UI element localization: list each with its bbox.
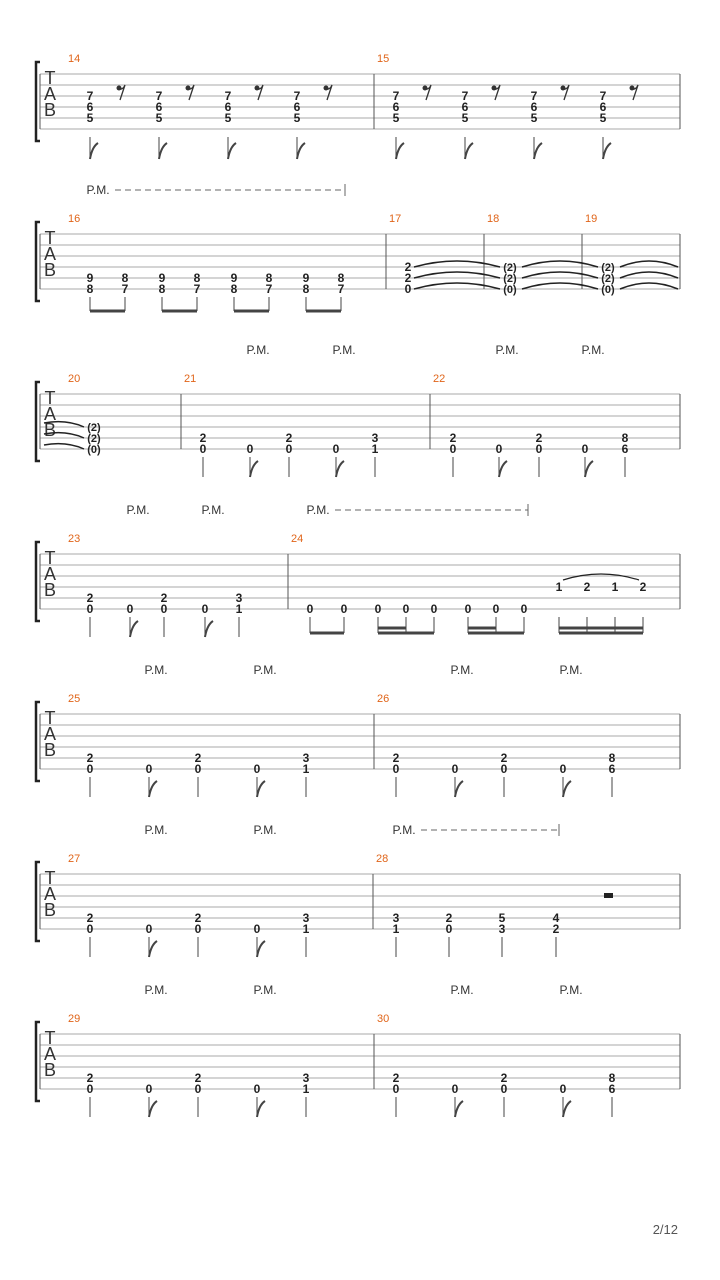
tie bbox=[414, 283, 500, 289]
page-number: 2/12 bbox=[652, 1222, 678, 1237]
fret-number: 2 bbox=[535, 431, 543, 445]
tab-clef-letter: T bbox=[44, 708, 56, 728]
fret-number: 2 bbox=[86, 1071, 94, 1085]
fret-number: 7 bbox=[265, 282, 273, 296]
fret-number: 6 bbox=[155, 100, 163, 114]
fret-number: 2 bbox=[500, 1071, 508, 1085]
fret-number: 0 bbox=[451, 1082, 459, 1096]
tab-clef-letter: A bbox=[43, 564, 57, 584]
fret-number: 0 bbox=[520, 602, 528, 616]
fret-number: 0 bbox=[306, 602, 314, 616]
fret-number: 7 bbox=[121, 282, 129, 296]
measure-number: 29 bbox=[68, 1013, 81, 1025]
tab-clef-letter: B bbox=[43, 900, 57, 920]
tie bbox=[620, 283, 678, 289]
measure-number: 21 bbox=[184, 373, 197, 385]
note-flag bbox=[205, 621, 213, 637]
fret-number: 0 bbox=[194, 762, 202, 776]
palm-mute-label: P.M. bbox=[144, 663, 168, 677]
measure-number: 18 bbox=[487, 213, 500, 225]
note-flag bbox=[563, 1101, 571, 1117]
fret-number: 5 bbox=[392, 111, 400, 125]
palm-mute-label: P.M. bbox=[253, 823, 277, 837]
fret-number: (2) bbox=[87, 422, 101, 434]
fret-number: 6 bbox=[599, 100, 607, 114]
fret-number: 0 bbox=[194, 922, 202, 936]
fret-number: 0 bbox=[374, 602, 382, 616]
fret-number: 4 bbox=[552, 911, 560, 925]
fret-number: 2 bbox=[445, 911, 453, 925]
fret-number: 0 bbox=[404, 282, 412, 296]
fret-number: 0 bbox=[246, 442, 254, 456]
fret-number: 0 bbox=[253, 762, 261, 776]
fret-number: 2 bbox=[552, 922, 560, 936]
fret-number: 0 bbox=[332, 442, 340, 456]
tab-clef-letter: B bbox=[43, 260, 57, 280]
fret-number: 1 bbox=[302, 1082, 310, 1096]
palm-mute-label: P.M. bbox=[86, 183, 110, 197]
note-flag bbox=[228, 143, 236, 159]
fret-number: 7 bbox=[599, 89, 607, 103]
note-flag bbox=[563, 781, 571, 797]
fret-number: 0 bbox=[145, 1082, 153, 1096]
fret-number: (0) bbox=[601, 284, 615, 296]
fret-number: 0 bbox=[392, 1082, 400, 1096]
fret-number: 1 bbox=[555, 580, 563, 594]
note-flag bbox=[90, 143, 98, 159]
tie bbox=[414, 272, 500, 278]
fret-number: 6 bbox=[392, 100, 400, 114]
fret-number: 8 bbox=[337, 271, 345, 285]
fret-number: 2 bbox=[194, 1071, 202, 1085]
fret-number: 0 bbox=[145, 922, 153, 936]
note-flag bbox=[257, 941, 265, 957]
system-bracket bbox=[36, 222, 40, 301]
note-flag bbox=[130, 621, 138, 637]
tab-clef-letter: A bbox=[43, 724, 57, 744]
note-flag bbox=[257, 1101, 265, 1117]
fret-number: 5 bbox=[599, 111, 607, 125]
palm-mute-label: P.M. bbox=[253, 663, 277, 677]
fret-number: 0 bbox=[559, 762, 567, 776]
fret-number: 2 bbox=[86, 911, 94, 925]
palm-mute-label: P.M. bbox=[306, 503, 330, 517]
system-bracket bbox=[36, 382, 40, 461]
fret-number: 1 bbox=[371, 442, 379, 456]
fret-number: 0 bbox=[145, 762, 153, 776]
fret-number: 2 bbox=[639, 580, 647, 594]
fret-number: 7 bbox=[224, 89, 232, 103]
system-bracket bbox=[36, 702, 40, 781]
measure-number: 27 bbox=[68, 853, 81, 865]
note-flag bbox=[603, 143, 611, 159]
measure-number: 14 bbox=[68, 53, 81, 65]
fret-number: 0 bbox=[495, 442, 503, 456]
tie bbox=[414, 261, 500, 267]
tab-clef-letter: B bbox=[43, 580, 57, 600]
tie bbox=[522, 272, 598, 278]
fret-number: 8 bbox=[86, 282, 94, 296]
tab-system-2 bbox=[36, 183, 680, 311]
fret-number: 3 bbox=[302, 911, 310, 925]
fret-number: 5 bbox=[530, 111, 538, 125]
fret-number: 8 bbox=[265, 271, 273, 285]
tab-clef-letter: T bbox=[44, 68, 56, 88]
fret-number: 9 bbox=[230, 271, 238, 285]
note-flag bbox=[297, 143, 305, 159]
note-flag bbox=[149, 781, 157, 797]
fret-number: 2 bbox=[194, 911, 202, 925]
fret-number: 0 bbox=[581, 442, 589, 456]
fret-number: 0 bbox=[451, 762, 459, 776]
fret-number: 3 bbox=[498, 922, 506, 936]
fret-number: 9 bbox=[158, 271, 166, 285]
tie bbox=[620, 272, 678, 278]
measure-number: 17 bbox=[389, 213, 402, 225]
fret-number: (2) bbox=[601, 273, 615, 285]
fret-number: 0 bbox=[500, 1082, 508, 1096]
fret-number: 6 bbox=[461, 100, 469, 114]
fret-number: 1 bbox=[235, 602, 243, 616]
fret-number: 0 bbox=[86, 1082, 94, 1096]
fret-number: 2 bbox=[404, 260, 412, 274]
palm-mute-label: P.M. bbox=[559, 663, 583, 677]
fret-number: 7 bbox=[461, 89, 469, 103]
fret-number: 3 bbox=[302, 751, 310, 765]
tab-clef-letter: A bbox=[43, 244, 57, 264]
measure-number: 16 bbox=[68, 213, 81, 225]
palm-mute-label: P.M. bbox=[581, 343, 605, 357]
fret-number: (2) bbox=[503, 273, 517, 285]
system-bracket bbox=[36, 62, 40, 141]
tab-clef-letter: T bbox=[44, 228, 56, 248]
fret-number: 0 bbox=[430, 602, 438, 616]
tab-clef-letter: A bbox=[43, 884, 57, 904]
tab-clef-letter: B bbox=[43, 100, 57, 120]
note-flag bbox=[499, 461, 507, 477]
tie bbox=[522, 283, 598, 289]
tab-clef-letter: A bbox=[43, 1044, 57, 1064]
tab-system-5 bbox=[36, 663, 680, 797]
measure-number: 26 bbox=[377, 693, 390, 705]
fret-number: 7 bbox=[86, 89, 94, 103]
fret-number: 8 bbox=[230, 282, 238, 296]
measure-number: 23 bbox=[68, 533, 81, 545]
fret-number: 6 bbox=[86, 100, 94, 114]
system-bracket bbox=[36, 862, 40, 941]
note-flag bbox=[250, 461, 258, 477]
measure-number: 24 bbox=[291, 533, 304, 545]
fret-number: 0 bbox=[340, 602, 348, 616]
fret-number: 6 bbox=[224, 100, 232, 114]
fret-number: 1 bbox=[302, 922, 310, 936]
tab-clef-letter: T bbox=[44, 388, 56, 408]
tab-clef-letter: B bbox=[43, 1060, 57, 1080]
fret-number: 6 bbox=[293, 100, 301, 114]
fret-number: 8 bbox=[121, 271, 129, 285]
fret-number: 6 bbox=[621, 442, 629, 456]
fret-number: 0 bbox=[464, 602, 472, 616]
tab-system-4 bbox=[36, 503, 680, 637]
tab-clef-letter: B bbox=[43, 420, 57, 440]
fret-number: 2 bbox=[392, 751, 400, 765]
fret-number: 3 bbox=[392, 911, 400, 925]
palm-mute-label: P.M. bbox=[450, 663, 474, 677]
slur bbox=[563, 574, 639, 580]
tab-clef-letter: B bbox=[43, 740, 57, 760]
fret-number: 8 bbox=[608, 1071, 616, 1085]
tab-clef-letter: T bbox=[44, 868, 56, 888]
fret-number: 2 bbox=[285, 431, 293, 445]
palm-mute-label: P.M. bbox=[495, 343, 519, 357]
note-flag bbox=[585, 461, 593, 477]
fret-number: 6 bbox=[530, 100, 538, 114]
fret-number: 2 bbox=[86, 751, 94, 765]
tie bbox=[522, 261, 598, 267]
fret-number: 8 bbox=[158, 282, 166, 296]
fret-number: 6 bbox=[608, 1082, 616, 1096]
fret-number: 5 bbox=[224, 111, 232, 125]
measure-number: 28 bbox=[376, 853, 389, 865]
measure-number: 19 bbox=[585, 213, 598, 225]
tab-clef-letter: A bbox=[43, 84, 57, 104]
fret-number: 9 bbox=[86, 271, 94, 285]
fret-number: (0) bbox=[503, 284, 517, 296]
tab-clef-letter: T bbox=[44, 548, 56, 568]
tab-system-6 bbox=[36, 823, 680, 957]
fret-number: 0 bbox=[201, 602, 209, 616]
fret-number: 3 bbox=[302, 1071, 310, 1085]
fret-number: 1 bbox=[302, 762, 310, 776]
fret-number: (2) bbox=[87, 433, 101, 445]
note-flag bbox=[396, 143, 404, 159]
fret-number: 0 bbox=[445, 922, 453, 936]
tab-clef-letter: T bbox=[44, 1028, 56, 1048]
palm-mute-label: P.M. bbox=[144, 983, 168, 997]
tab-system-1 bbox=[36, 53, 680, 159]
fret-number: 2 bbox=[583, 580, 591, 594]
palm-mute-label: P.M. bbox=[144, 823, 168, 837]
measure-number: 30 bbox=[377, 1013, 390, 1025]
system-bracket bbox=[36, 542, 40, 621]
tab-clef-letter: A bbox=[43, 404, 57, 424]
fret-number: 1 bbox=[611, 580, 619, 594]
fret-number: 0 bbox=[194, 1082, 202, 1096]
fret-number: 1 bbox=[392, 922, 400, 936]
fret-number: 0 bbox=[253, 922, 261, 936]
fret-number: 0 bbox=[449, 442, 457, 456]
fret-number: 3 bbox=[371, 431, 379, 445]
note-flag bbox=[336, 461, 344, 477]
fret-number: 0 bbox=[500, 762, 508, 776]
fret-number: 0 bbox=[559, 1082, 567, 1096]
fret-number: 2 bbox=[86, 591, 94, 605]
fret-number: 0 bbox=[402, 602, 410, 616]
fret-number: 7 bbox=[392, 89, 400, 103]
note-flag bbox=[455, 781, 463, 797]
fret-number: 7 bbox=[337, 282, 345, 296]
fret-number: 9 bbox=[302, 271, 310, 285]
fret-number: 0 bbox=[535, 442, 543, 456]
fret-number: 5 bbox=[155, 111, 163, 125]
fret-number: (2) bbox=[503, 262, 517, 274]
fret-number: 6 bbox=[608, 762, 616, 776]
note-flag bbox=[257, 781, 265, 797]
fret-number: 2 bbox=[404, 271, 412, 285]
palm-mute-label: P.M. bbox=[450, 983, 474, 997]
fret-number: (2) bbox=[601, 262, 615, 274]
fret-number: 5 bbox=[461, 111, 469, 125]
fret-number: 2 bbox=[449, 431, 457, 445]
fret-number: 5 bbox=[498, 911, 506, 925]
fret-number: 5 bbox=[293, 111, 301, 125]
note-flag bbox=[149, 941, 157, 957]
fret-number: 0 bbox=[126, 602, 134, 616]
fret-number: 8 bbox=[621, 431, 629, 445]
fret-number: 0 bbox=[160, 602, 168, 616]
system-bracket bbox=[36, 1022, 40, 1101]
fret-number: 2 bbox=[500, 751, 508, 765]
fret-number: 0 bbox=[392, 762, 400, 776]
note-flag bbox=[534, 143, 542, 159]
fret-number: 0 bbox=[86, 922, 94, 936]
palm-mute-label: P.M. bbox=[201, 503, 225, 517]
fret-number: 2 bbox=[392, 1071, 400, 1085]
fret-number: 0 bbox=[86, 602, 94, 616]
measure-number: 25 bbox=[68, 693, 81, 705]
tie bbox=[44, 444, 84, 449]
palm-mute-label: P.M. bbox=[253, 983, 277, 997]
tab-system-7 bbox=[36, 983, 680, 1117]
fret-number: 0 bbox=[199, 442, 207, 456]
measure-number: 15 bbox=[377, 53, 390, 65]
fret-number: 8 bbox=[302, 282, 310, 296]
fret-number: 7 bbox=[193, 282, 201, 296]
half-rest bbox=[604, 893, 613, 898]
note-flag bbox=[465, 143, 473, 159]
palm-mute-label: P.M. bbox=[246, 343, 270, 357]
fret-number: 0 bbox=[492, 602, 500, 616]
fret-number: 3 bbox=[235, 591, 243, 605]
fret-number: 7 bbox=[530, 89, 538, 103]
fret-number: 5 bbox=[86, 111, 94, 125]
fret-number: (0) bbox=[87, 444, 101, 456]
palm-mute-label: P.M. bbox=[559, 983, 583, 997]
fret-number: 2 bbox=[199, 431, 207, 445]
measure-number: 22 bbox=[433, 373, 446, 385]
fret-number: 7 bbox=[155, 89, 163, 103]
note-flag bbox=[149, 1101, 157, 1117]
measure-number: 20 bbox=[68, 373, 81, 385]
fret-number: 2 bbox=[194, 751, 202, 765]
tie bbox=[620, 261, 678, 267]
fret-number: 0 bbox=[86, 762, 94, 776]
fret-number: 8 bbox=[193, 271, 201, 285]
fret-number: 7 bbox=[293, 89, 301, 103]
note-flag bbox=[455, 1101, 463, 1117]
note-flag bbox=[159, 143, 167, 159]
fret-number: 0 bbox=[285, 442, 293, 456]
palm-mute-label: P.M. bbox=[126, 503, 150, 517]
fret-number: 8 bbox=[608, 751, 616, 765]
tab-system-3 bbox=[36, 343, 680, 477]
fret-number: 0 bbox=[253, 1082, 261, 1096]
fret-number: 2 bbox=[160, 591, 168, 605]
palm-mute-label: P.M. bbox=[392, 823, 416, 837]
palm-mute-label: P.M. bbox=[332, 343, 356, 357]
